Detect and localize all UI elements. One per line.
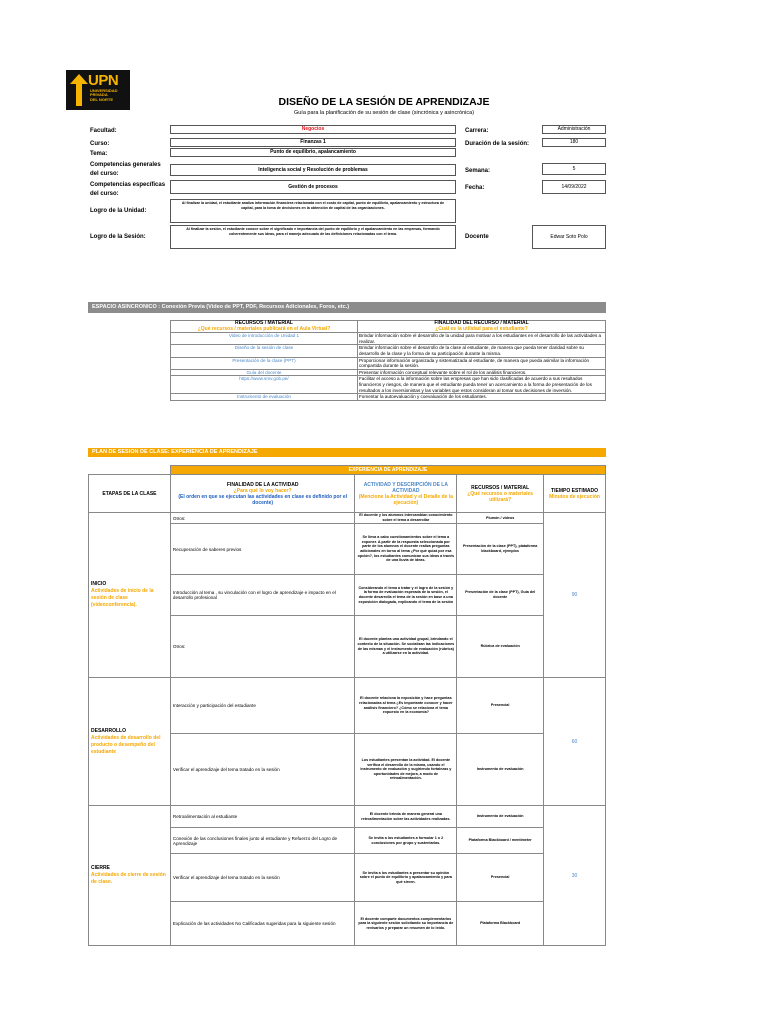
logo-sub: UNIVERSIDAD PRIVADA DEL NORTE	[90, 88, 118, 102]
fecha-value: 14/09/2022	[542, 180, 606, 194]
facultad-label: Facultad:	[90, 128, 117, 134]
table-row: Recuperación de saberes previos Se lleva a cabo cuestionamientos sobre el tema a exponer. A partir de la respuesta seleccionada por parte de los alumnos el docente realiza preguntas adicionales en torno al tema ¿Por qué quizá por esa opción?, los estudiantes comunican sus ideas a través de una lluvia de ideas. Presentación de la clase (PPT), plataforma blackboard, ejemplos	[89, 524, 606, 575]
table-row: Otros: El docente plantea una actividad grupal, brindando el contexto de la situación. Se socializan las indicaciones de las mismas y el instrumento de evaluación (rúbrica) a utilizarse en la actividad. Rúbrica de evaluación	[89, 616, 606, 678]
comp-esp-value: Gestión de procesos	[170, 180, 456, 194]
time-inicio: 90	[544, 513, 606, 678]
semana-value: 5	[542, 163, 606, 175]
activity-header: ACTIVIDAD Y DESCRIPCIÓN DE LA ACTIVIDAD (Mencione la Actividad y el Detalle de la ejecución)	[355, 475, 457, 513]
stages-header: ETAPAS DE LA CLASE	[89, 475, 171, 513]
comp-gen-label: Competencias generales del curso:	[90, 162, 161, 177]
time-header: TIEMPO ESTIMADO Minutos de ejecución	[544, 475, 606, 513]
async-resources-table	[170, 320, 606, 401]
table-row: Verificar el aprendizaje del tema tratado en la sesión Los estudiantes presentan la actividad. El docente verifica el desarrollo de la misma, usando el instrumento de evaluación y sugiriendo fortalezas y oportunidades de mejora, a modo de retroalimentación. Instrumento de evaluación	[89, 734, 606, 806]
duracion-label: Duración de la sesión:	[465, 141, 530, 147]
fecha-label: Fecha:	[465, 185, 485, 191]
resource-link[interactable]: Presentación de la clase (PPT)	[171, 357, 358, 369]
comp-esp-label: Competencias específicas del curso:	[90, 182, 166, 197]
table-row: Conexión de las conclusiones finales junto al estudiante y Refuerzo del Logro de Aprendizaje Se invita a los estudiantes a formular 1 o 2 conclusiones por grupo y sustentarlas. Plataforma Blackboard / mentimeter	[89, 828, 606, 854]
async-bar: ESPACIO ASINCRONICO : Conexión Previa (Video de PPT, PDF, Recursos Adicionales, Foros, etc.)	[88, 302, 606, 313]
table-row: Video de introducción de Unidad 1 Brindar información sobre el desarrollo de la unidad para motivar a los estudiantes en el desarrollo de las actividades a realizar.	[171, 333, 606, 345]
logro-unidad-label: Logro de la Unidad:	[90, 208, 147, 214]
table-row: Explicación de las actividades No Calificadas sugeridas para la siguiente sesión El docente comparte documentos complementarios para la siguiente sesión solicitando su importancia de revisarlos y preparar un resumen de lo leído. Plataforma Blackboard	[89, 902, 606, 946]
table-row: Instrumento de evaluación Fomentar la autoevaluación y coevaluación de los estudiantes.	[171, 394, 606, 401]
resource-link[interactable]: Instrumento de evaluación	[171, 394, 358, 401]
resources-header: RECURSOS / MATERIAL ¿Qué recursos o materiales utilizará?	[457, 475, 544, 513]
table-row: Presentación de la clase (PPT) Proporcionar información organizada y sistematizada al estudiante, de manera que pueda asimilar la información compartida durante la sesión.	[171, 357, 606, 369]
logo-brand: UPN	[88, 72, 119, 89]
table-row: Introducción al tema , su vinculación con el logro de aprendizaje e impacto en el desarrollo profesional Considerando el tema a tratar y el logro de la sesión y la forma de evaluación esperada de la sesión, el docente desarrolla el tema de la sesión en base a una exposición dialogada, explicando el tema de la sesión Presentación de la clase (PPT), Guía del docente	[89, 575, 606, 616]
resource-link[interactable]: https://www.smv.gob.pe/	[171, 376, 358, 394]
comp-gen-value: Inteligencia social y Resolución de problemas	[170, 164, 456, 176]
table-row: Verificar el aprendizaje del tema tratado en la sesión Se invita a los estudiantes a presentar su opinión sobre el punto de equilibrio y apalancamiento y para qué sirven. Presencial	[89, 854, 606, 902]
table-row: DESARROLLO Actividades de desarrollo del producto o desempeño del estudiante Interacción y participación del estudiante El docente relaciona la exposición y hace preguntas relacionadas al tema ¿Es importante conocer y hacer análisis financiero? ¿Cómo se relaciona el tema expuesto en la economía? Presencial 60	[89, 678, 606, 734]
async-col2-header: FINALIDAD DEL RECURSO / MATERIAL ¿Cuál es la utilidad para el estudiante?	[358, 321, 606, 333]
stage-desarrollo: DESARROLLO Actividades de desarrollo del producto o desempeño del estudiante	[89, 678, 171, 806]
table-row: INICIO Actividades de inicio de la sesión de clase (videoconferencia). Otros: El docente y los alumnos intercambian conocimiento sobre el tema a desarrollar Plumón / videos 90	[89, 513, 606, 524]
docente-label: Docente	[465, 234, 489, 240]
experience-header: EXPERIENCIA DE APRENDIZAJE	[170, 466, 605, 475]
table-row: Diseño de la sesión de clase Brindar información sobre el desarrollo de la clase al estudiante, de manera que pueda tener claridad sobre su desarrollo de la clase y la forma de su participación durante la misma.	[171, 345, 606, 357]
stage-cierre: CIERRE Actividades de cierre de sesión de clase.	[89, 806, 171, 946]
logro-sesion-value: Al finalizar la sesión, el estudiante conoce sobre el significado e importancia del punto de equilibrio y el apalancamiento en las empresas, formando coherentemente sus ideas, para el manejo adecuado de las definiciones relacionadas con el tema.	[170, 225, 456, 249]
carrera-value: Administración	[542, 125, 606, 134]
resource-link[interactable]: Video de introducción de Unidad 1	[171, 333, 358, 345]
semana-label: Semana:	[465, 168, 491, 174]
carrera-label: Carrera:	[465, 128, 489, 134]
tema-label: Tema:	[90, 151, 108, 157]
async-col1-header: RECURSOS / MATERIAL ¿Qué recursos / materiales publicará en el Aula Virtual?	[171, 321, 358, 333]
page-subtitle: Guía para la planificación de su sesión de clase (sincrónica y asincrónica)	[293, 110, 475, 116]
plan-bar: PLAN DE SESION DE CLASE: EXPERIENCIA DE APRENDIZAJE	[88, 448, 606, 457]
resource-link[interactable]: Diseño de la sesión de clase	[171, 345, 358, 357]
duracion-value: 180	[542, 138, 606, 147]
table-row: https://www.smv.gob.pe/ Facilitar el acceso a la información sobre las empresas que han sido clasificadas de acuerdo a sus resultados financieros y riesgos, de manera que el estudiante pueda tener un acercamiento a la forma de presentación de los resultados a los inversionistas y las variables que estos consideran al tomar sus decisiones de inversión.	[171, 376, 606, 394]
table-row: CIERRE Actividades de cierre de sesión de clase. Retroalimentación al estudiante El docente brinda de manera general una retroalimentación sobre las actividades realizadas. Instrumento de evaluación 30	[89, 806, 606, 828]
logro-sesion-label: Logro de la Sesión:	[90, 234, 146, 240]
resource-link[interactable]: Guía del docente	[171, 369, 358, 376]
curso-value: Finanzas 1	[170, 138, 456, 147]
logro-unidad-value: Al finalizar la unidad, el estudiante analiza información financiera relacionada con el costo de capital, punto de equilibrio, apalancamiento y estructura de capital, para la toma de decisiones en la obtención de capital de las organizaciones.	[170, 199, 456, 223]
time-desarrollo: 60	[544, 678, 606, 806]
purpose-header: FINALIDAD DE LA ACTIVIDAD ¿Para qué lo voy hacer? (El orden en que se ejecutan las actividades en clase es definido por el docente)	[170, 475, 355, 513]
docente-value: Edwar Soto Polo	[532, 225, 606, 249]
facultad-value: Negocios	[170, 125, 456, 134]
page-title: DISEÑO DE LA SESIÓN DE APRENDIZAJE	[278, 96, 490, 108]
curso-label: Curso:	[90, 141, 110, 147]
tema-value: Punto de equilibrio, apalancamiento	[170, 148, 456, 157]
plan-table	[88, 465, 606, 946]
stage-inicio: INICIO Actividades de inicio de la sesión de clase (videoconferencia).	[89, 513, 171, 678]
table-row: Guía del docente Presentar información conceptual relevante sobre el rol de los análisis financieros.	[171, 369, 606, 376]
time-cierre: 30	[544, 806, 606, 946]
